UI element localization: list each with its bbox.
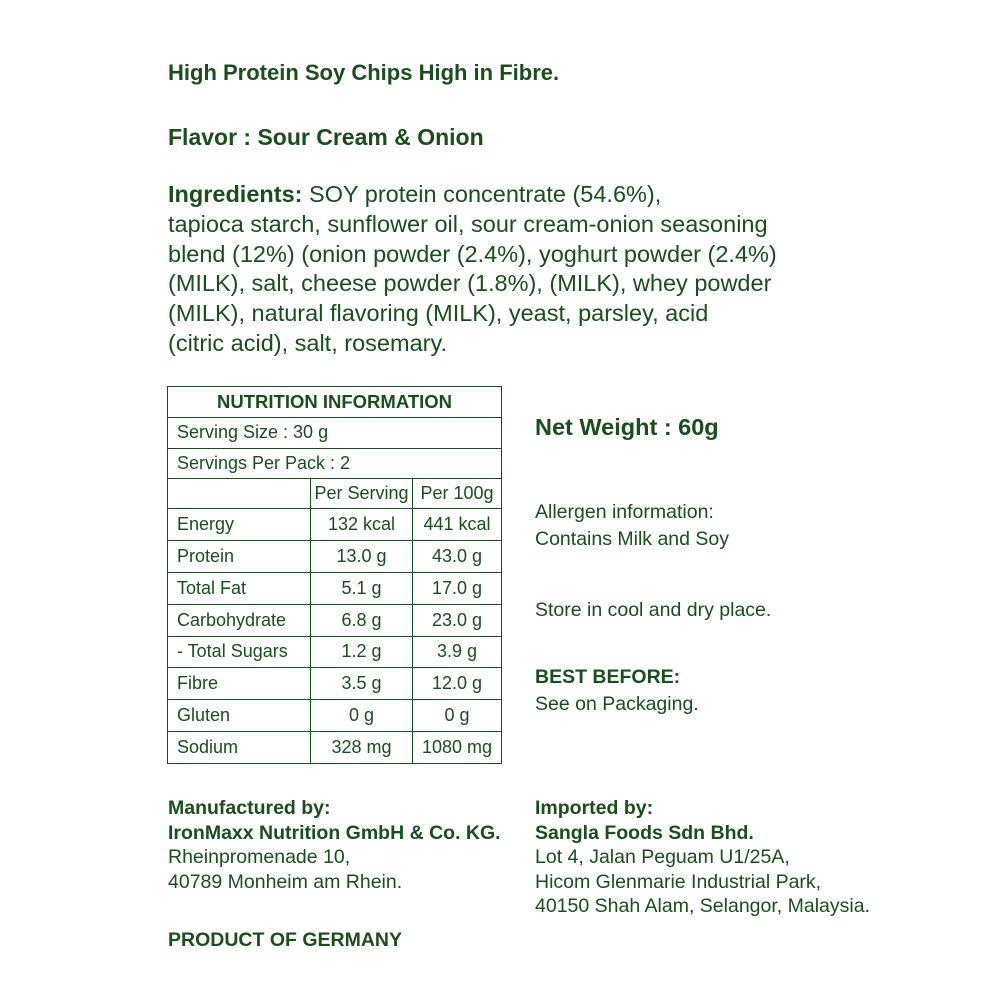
serving-size: Serving Size : 30 g bbox=[168, 418, 502, 448]
column-header-blank bbox=[168, 478, 311, 508]
country-of-origin: PRODUCT OF GERMANY bbox=[168, 929, 402, 951]
importer-label: Imported by: bbox=[535, 797, 654, 819]
best-before bbox=[535, 664, 699, 718]
nutrient-per-serving: 13.0 g bbox=[311, 541, 413, 573]
nutrient-per-100g: 1080 mg bbox=[413, 732, 502, 764]
ingredients-line-6: (citric acid), salt, rosemary. bbox=[168, 329, 447, 356]
manufacturer-block bbox=[168, 796, 501, 894]
nutrient-per-100g: 43.0 g bbox=[413, 541, 502, 573]
table-row bbox=[168, 700, 502, 732]
ingredients-text-1: SOY protein concentrate (54.6%), bbox=[302, 181, 662, 207]
allergen-text: Contains Milk and Soy bbox=[535, 528, 730, 550]
ingredients-label: Ingredients: bbox=[168, 181, 303, 207]
importer-address-3: 40150 Shah Alam, Selangor, Malaysia. bbox=[535, 895, 870, 917]
manufacturer-name: IronMaxx Nutrition GmbH & Co. KG. bbox=[168, 821, 501, 844]
ingredients-line-2: tapioca starch, sunflower oil, sour cream-onion seasoning bbox=[168, 210, 768, 237]
flavor-line: Flavor : Sour Cream & Onion bbox=[168, 124, 484, 150]
table-row bbox=[168, 732, 502, 764]
nutrient-name: Protein bbox=[168, 541, 311, 573]
nutrient-name: - Total Sugars bbox=[168, 636, 311, 668]
nutrient-per-100g: 17.0 g bbox=[413, 572, 502, 604]
best-before-label: BEST BEFORE: bbox=[535, 666, 681, 688]
nutrient-name: Gluten bbox=[168, 700, 311, 732]
table-row bbox=[168, 604, 502, 636]
nutrient-per-serving: 1.2 g bbox=[311, 636, 413, 668]
manufacturer-label: Manufactured by: bbox=[168, 797, 331, 819]
nutrient-per-100g: 23.0 g bbox=[413, 604, 502, 636]
ingredients-line-1 bbox=[168, 180, 868, 210]
nutrient-per-serving: 328 mg bbox=[311, 732, 413, 764]
column-header-row bbox=[168, 478, 502, 508]
nutrient-name: Total Fat bbox=[168, 572, 311, 604]
column-header-per-100g: Per 100g bbox=[413, 478, 502, 508]
nutrition-table bbox=[167, 386, 502, 764]
allergen-label: Allergen information: bbox=[535, 501, 714, 523]
storage-instructions: Store in cool and dry place. bbox=[535, 599, 772, 621]
serving-size-row bbox=[168, 418, 502, 448]
nutrient-name: Sodium bbox=[168, 732, 311, 764]
ingredients-line-5: (MILK), natural flavoring (MILK), yeast, parsley, acid bbox=[168, 300, 709, 327]
nutrient-per-100g: 441 kcal bbox=[413, 509, 502, 541]
nutrient-per-serving: 3.5 g bbox=[311, 668, 413, 700]
best-before-text: See on Packaging. bbox=[535, 693, 699, 715]
column-header-per-serving: Per Serving bbox=[311, 478, 413, 508]
table-row bbox=[168, 572, 502, 604]
table-row bbox=[168, 509, 502, 541]
nutrition-heading-row bbox=[168, 387, 502, 418]
product-title: High Protein Soy Chips High in Fibre. bbox=[168, 60, 560, 85]
nutrient-per-serving: 5.1 g bbox=[311, 572, 413, 604]
nutrient-per-serving: 6.8 g bbox=[311, 604, 413, 636]
manufacturer-address-2: 40789 Monheim am Rhein. bbox=[168, 870, 403, 893]
importer-name: Sangla Foods Sdn Bhd. bbox=[535, 821, 754, 844]
nutrient-per-100g: 3.9 g bbox=[413, 636, 502, 668]
ingredients-line-3: blend (12%) (onion powder (2.4%), yoghurt powder (2.4%) bbox=[168, 240, 777, 267]
ingredients-line-4: (MILK), salt, cheese powder (1.8%), (MILK), whey powder bbox=[168, 270, 772, 297]
importer-address-2: Hicom Glenmarie Industrial Park, bbox=[535, 870, 822, 893]
nutrient-per-serving: 0 g bbox=[311, 700, 413, 732]
servings-per-pack-row bbox=[168, 448, 502, 478]
net-weight: Net Weight : 60g bbox=[535, 414, 719, 440]
table-row bbox=[168, 541, 502, 573]
table-row bbox=[168, 668, 502, 700]
nutrient-per-100g: 0 g bbox=[413, 700, 502, 732]
manufacturer-address-1: Rheinpromenade 10, bbox=[168, 846, 351, 868]
ingredients-block bbox=[168, 180, 868, 359]
nutrient-per-100g: 12.0 g bbox=[413, 668, 502, 700]
importer-address-1: Lot 4, Jalan Peguam U1/25A, bbox=[535, 846, 790, 868]
servings-per-pack: Servings Per Pack : 2 bbox=[168, 448, 502, 478]
table-row bbox=[168, 636, 502, 668]
nutrient-name: Carbohydrate bbox=[168, 604, 311, 636]
importer-block bbox=[535, 796, 870, 919]
allergen-info bbox=[535, 499, 729, 553]
nutrient-name: Energy bbox=[168, 509, 311, 541]
nutrient-per-serving: 132 kcal bbox=[311, 509, 413, 541]
nutrition-heading: NUTRITION INFORMATION bbox=[168, 387, 502, 418]
nutrient-name: Fibre bbox=[168, 668, 311, 700]
